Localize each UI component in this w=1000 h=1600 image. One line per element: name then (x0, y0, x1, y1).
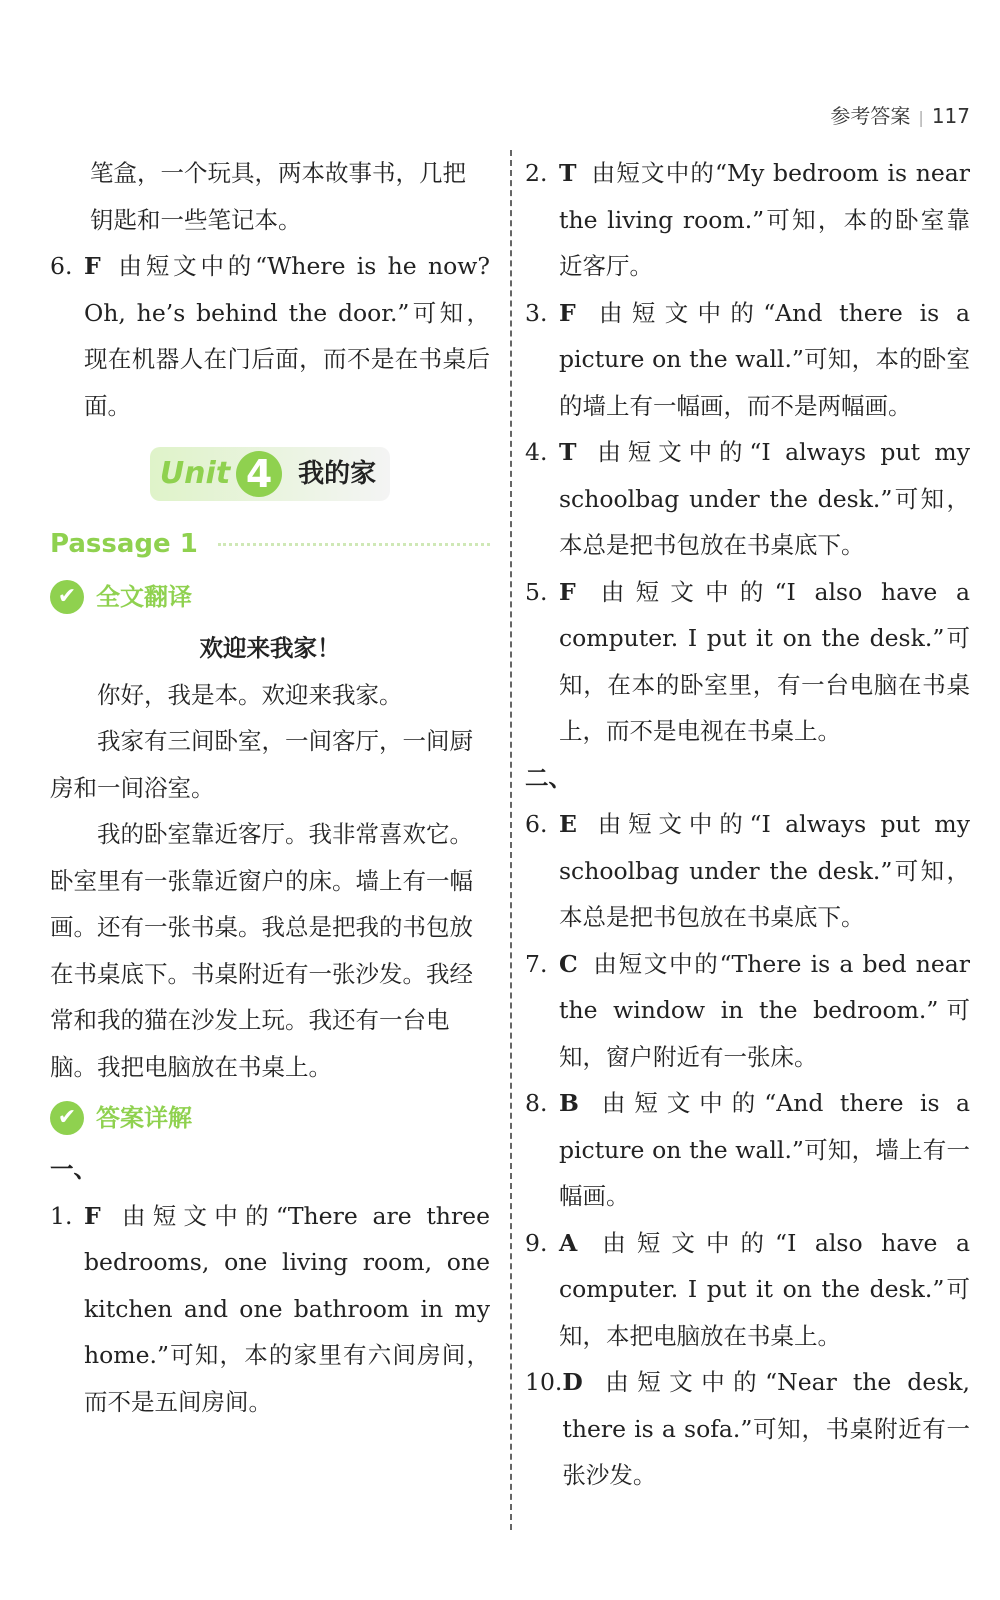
right-column (525, 150, 970, 1499)
item-number: 3. (525, 298, 548, 327)
checkmark-icon: ✔ (50, 580, 84, 614)
item-answer: T (559, 159, 577, 187)
section-two-label: 二、 (525, 763, 572, 792)
item-number: 4. (525, 438, 548, 466)
continued-line-1: 笔盒，一个玩具，两本故事书，几把 (90, 159, 466, 187)
item-answer: B (559, 1089, 579, 1117)
answers-heading (50, 1090, 490, 1146)
item-answer: A (559, 1228, 578, 1257)
item-number: 5. (525, 577, 548, 606)
translation-title: 欢迎来我家！ (199, 634, 341, 662)
item-answer: E (559, 810, 577, 838)
item-explanation: 由短文中的“Where is he now? Oh, he’s behind the door.”可知，现在机器人在门后面，而不是在书桌后面。 (84, 252, 490, 420)
item-explanation: 由短文中的“I also have a computer. I put it on the desk.”可知，在本的卧室里，有一台电脑在书桌上，而不是电视在书桌上。 (559, 577, 970, 745)
passage-label: Passage 1 (50, 528, 198, 559)
translation-heading (50, 569, 490, 625)
item-explanation: 由短文中的“And there is a picture on the wall.”可知，本的卧室的墙上有一幅画，而不是两幅画。 (559, 298, 970, 420)
answer-item-2 (525, 150, 970, 290)
unit-title: 我的家 (298, 458, 377, 489)
item-number: 6. (50, 252, 73, 280)
answer-item-b8 (525, 1080, 970, 1220)
item-explanation: 由短文中的“I also have a computer. I put it on the desk.”可知，本把电脑放在书桌上。 (559, 1228, 970, 1350)
item-answer: C (559, 949, 578, 978)
answer-item-3 (525, 290, 970, 430)
item-number: 8. (525, 1089, 548, 1117)
item-number: 6. (525, 810, 548, 838)
item-number: 1. (50, 1201, 73, 1230)
unit-word: Unit (159, 455, 231, 491)
translation-paragraph-3: 我的卧室靠近客厅。我非常喜欢它。卧室里有一张靠近窗户的床。墙上有一幅画。还有一张书桌。我总是把我的书包放在书桌底下。书桌附近有一张沙发。我经常和我的猫在沙发上玩。我还有一台电脑。我把电脑放在书桌上。 (50, 820, 473, 1081)
item-answer: T (559, 438, 577, 466)
item-explanation: 由短文中的“My bedroom is near the living room.”可知，本的卧室靠近客厅。 (559, 159, 970, 280)
item-explanation: 由短文中的“I always put my schoolbag under the desk.”可知，本总是把书包放在书桌底下。 (559, 438, 970, 559)
answer-item-5 (525, 569, 970, 755)
answer-item-b6 (525, 801, 970, 941)
page-number: 117 (931, 104, 970, 128)
header-title: 参考答案 (830, 104, 911, 128)
answer-item-b10 (525, 1359, 970, 1499)
header-separator: | (918, 108, 924, 127)
item-answer: F (84, 252, 101, 280)
column-divider (510, 150, 512, 1530)
item-answer: F (84, 1201, 101, 1230)
answer-item-b9 (525, 1220, 970, 1360)
item-number: 2. (525, 159, 548, 187)
item-explanation: 由短文中的“There is a bed near the window in the bedroom.”可知，窗户附近有一张床。 (559, 949, 970, 1071)
item-explanation: 由短文中的“Near the desk, there is a sofa.”可知，书桌附近有一张沙发。 (562, 1368, 970, 1489)
answer-item-left-1 (50, 1193, 490, 1426)
answer-item-b7 (525, 941, 970, 1081)
item-number: 7. (525, 949, 548, 978)
answer-item-4 (525, 429, 970, 569)
translation-paragraph-2: 我家有三间卧室，一间客厅，一间厨房和一间浴室。 (50, 727, 473, 802)
translation-heading-label: 全文翻译 (96, 582, 192, 611)
answer-item-left-6 (50, 243, 490, 429)
unit-badge (150, 447, 390, 502)
answers-heading-label: 答案详解 (96, 1103, 192, 1132)
item-answer: F (559, 298, 576, 327)
section-one-label: 一、 (50, 1155, 97, 1183)
item-number: 10. (525, 1368, 563, 1396)
continued-line-2: 钥匙和一些笔记本。 (90, 205, 302, 234)
page-header (830, 100, 970, 129)
checkmark-icon: ✔ (50, 1101, 84, 1135)
item-explanation: 由短文中的“And there is a picture on the wall.”可知，墙上有一幅画。 (559, 1089, 970, 1210)
item-explanation: 由短文中的“I always put my schoolbag under the desk.”可知，本总是把书包放在书桌底下。 (559, 810, 970, 931)
item-answer: D (562, 1368, 583, 1396)
item-answer: F (559, 577, 576, 606)
item-explanation: 由短文中的“There are three bedrooms, one living room, one kitchen and one bathroom in my home.”可知，本的家里有六间房间，而不是五间房间。 (84, 1201, 490, 1416)
left-column (50, 150, 490, 1425)
item-number: 9. (525, 1228, 548, 1257)
unit-number: 4 (236, 451, 282, 497)
translation-paragraph-1: 你好，我是本。欢迎来我家。 (97, 680, 403, 709)
dotted-rule (218, 543, 490, 546)
passage-heading (50, 519, 490, 569)
unit-banner (50, 429, 490, 519)
